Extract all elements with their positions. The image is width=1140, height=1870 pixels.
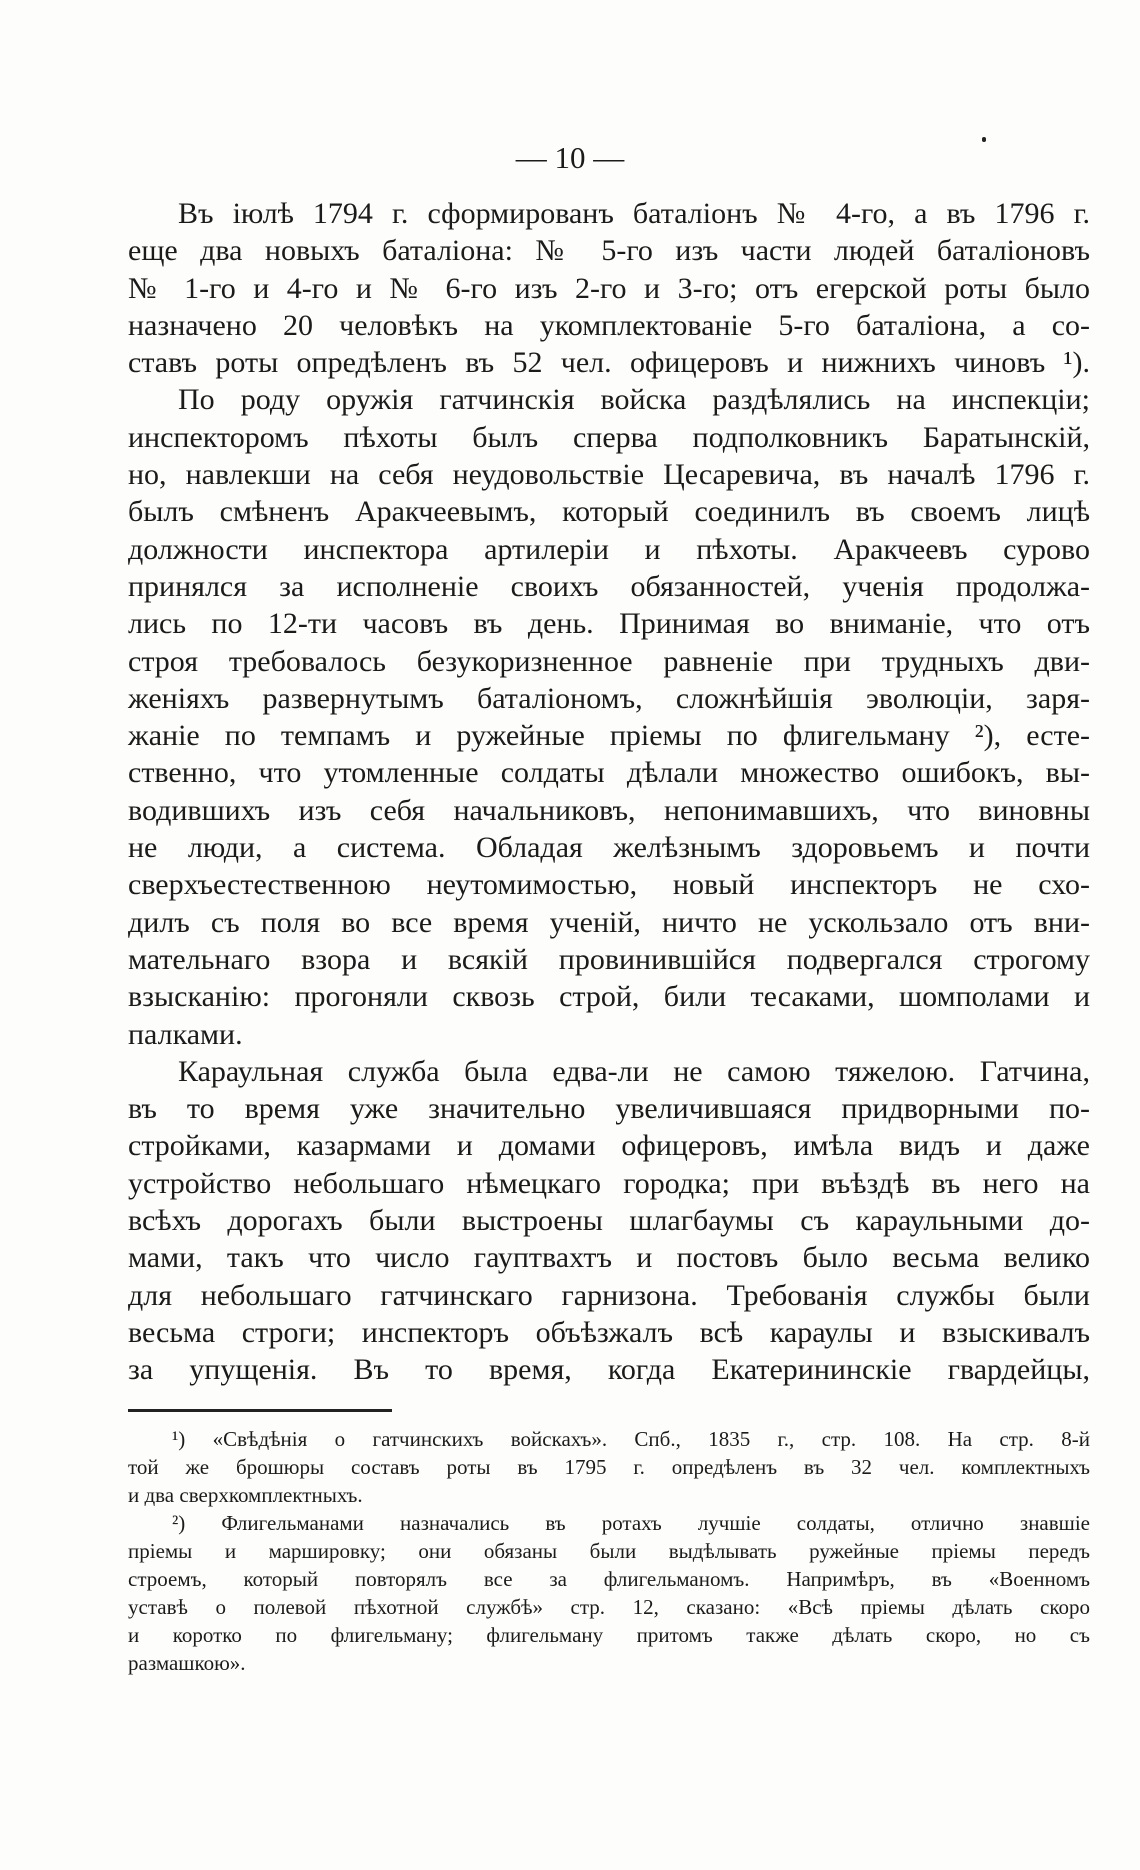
text-line: № 1-го и 4-го и № 6-го изъ 2-го и 3-го; отъ егерской роты было	[128, 271, 1090, 305]
footnotes	[128, 1425, 1090, 1677]
text-line: еще два новыхъ баталіона: № 5-го изъ части людей баталіоновъ	[128, 234, 1090, 268]
text-line: дилъ съ поля во все время ученій, ничто не ускользало отъ вни-	[128, 905, 1090, 939]
footnote-line: той же брошюры составъ роты въ 1795 г. опредѣленъ въ 32 чел. комплектныхъ	[128, 1455, 1090, 1479]
footnote-1	[128, 1425, 1090, 1509]
paragraph	[128, 381, 1090, 1052]
text-line: сверхъестественною неутомимостью, новый инспекторъ не схо-	[128, 868, 1090, 902]
text-line: но, навлекши на себя неудовольствіе Цесаревича, въ началѣ 1796 г.	[128, 458, 1090, 492]
footnote-line: пріемы и маршировку; они обязаны были выдѣлывать ружейные пріемы передъ	[128, 1539, 1090, 1563]
text-line: устройство небольшаго нѣмецкаго городка; при въѣздѣ въ него на	[128, 1166, 1090, 1200]
text-line: не люди, а система. Обладая желѣзнымъ здоровьемъ и почти	[128, 831, 1090, 865]
text-line: за упущенія. Въ то время, когда Екатерининскіе гвардейцы,	[128, 1353, 1090, 1387]
text-line: взысканію: прогоняли сквозь строй, били тесаками, шомполами и	[128, 980, 1090, 1014]
text-line: Въ іюлѣ 1794 г. сформированъ баталіонъ № 4-го, а въ 1796 г.	[178, 197, 1090, 230]
text-line: весьма строги; инспекторъ объѣзжалъ всѣ караулы и взыскивалъ	[128, 1315, 1090, 1349]
text-line: Караульная служба была едва-ли не самою тяжелою. Гатчина,	[178, 1054, 1090, 1088]
text-line: инспекторомъ пѣхоты былъ сперва подполковникъ Баратынскій,	[128, 420, 1090, 454]
scan-speck	[982, 137, 986, 142]
paragraph	[128, 195, 1090, 381]
footnote-line: строемъ, который повторялъ все за флигельманомъ. Напримѣръ, въ «Военномъ	[128, 1567, 1090, 1591]
text-line: ставъ роты опредѣленъ въ 52 чел. офицеровъ и нижнихъ чиновъ ¹).	[128, 346, 1090, 380]
footnote-line: уставѣ о полевой пѣхотной службѣ» стр. 12, сказано: «Всѣ пріемы дѣлать скоро	[128, 1595, 1090, 1619]
text-line: палками.	[128, 1017, 243, 1051]
text-line: должности инспектора артилеріи и пѣхоты. Аракчеевъ сурово	[128, 532, 1090, 566]
paragraph	[128, 1053, 1090, 1389]
footnote-line: и два сверхкомплектныхъ.	[128, 1483, 363, 1507]
text-line: въ то время уже значительно увеличившаяся придворными по-	[128, 1092, 1090, 1126]
footnote-line: и коротко по флигельману; флигельману притомъ также дѣлать скоро, но съ	[128, 1623, 1090, 1647]
text-line: водившихъ изъ себя начальниковъ, непонимавшихъ, что виновны	[128, 793, 1090, 827]
footnote-separator	[128, 1409, 392, 1412]
text-line: женіяхъ развернутымъ баталіономъ, сложнѣйшія эволюціи, заря-	[128, 681, 1090, 715]
text-line: мательнаго взора и всякій провинившійся подвергался строгому	[128, 942, 1090, 976]
text-line: былъ смѣненъ Аракчеевымъ, который соединилъ въ своемъ лицѣ	[128, 495, 1090, 529]
footnote-line: ²) Флигельманами назначались въ ротахъ лучшіе солдаты, отлично знавшіе	[172, 1511, 1090, 1535]
text-line: По роду оружія гатчинскія войска раздѣлялись на инспекціи;	[178, 383, 1090, 417]
text-line: жаніе по темпамъ и ружейные пріемы по флигельману ²), есте-	[128, 719, 1090, 753]
text-line: принялся за исполненіе своихъ обязанностей, ученія продолжа-	[128, 569, 1090, 603]
main-text	[128, 195, 1090, 1389]
text-line: мами, такъ что число гауптвахтъ и постовъ было весьма велико	[128, 1241, 1090, 1275]
text-line: лись по 12-ти часовъ въ день. Принимая во вниманіе, что отъ	[128, 607, 1090, 641]
page-number: — 10 —	[515, 140, 625, 175]
text-line: всѣхъ дорогахъ были выстроены шлагбаумы съ караульными до-	[128, 1204, 1090, 1238]
footnote-2	[128, 1509, 1090, 1677]
footnote-line: ¹) «Свѣдѣнія о гатчинскихъ войскахъ». Спб., 1835 г., стр. 108. На стр. 8-й	[172, 1427, 1090, 1451]
text-line: назначено 20 человѣкъ на укомплектованіе 5-го баталіона, а со-	[128, 308, 1090, 342]
text-line: ственно, что утомленные солдаты дѣлали множество ошибокъ, вы-	[128, 756, 1090, 790]
footnote-line: размашкою».	[128, 1651, 246, 1675]
text-line: строя требовалось безукоризненное равненіе при трудныхъ дви-	[128, 644, 1090, 678]
text-line: стройками, казармами и домами офицеровъ, имѣла видъ и даже	[128, 1129, 1090, 1163]
text-line: для небольшаго гатчинскаго гарнизона. Требованія службы были	[128, 1278, 1090, 1312]
